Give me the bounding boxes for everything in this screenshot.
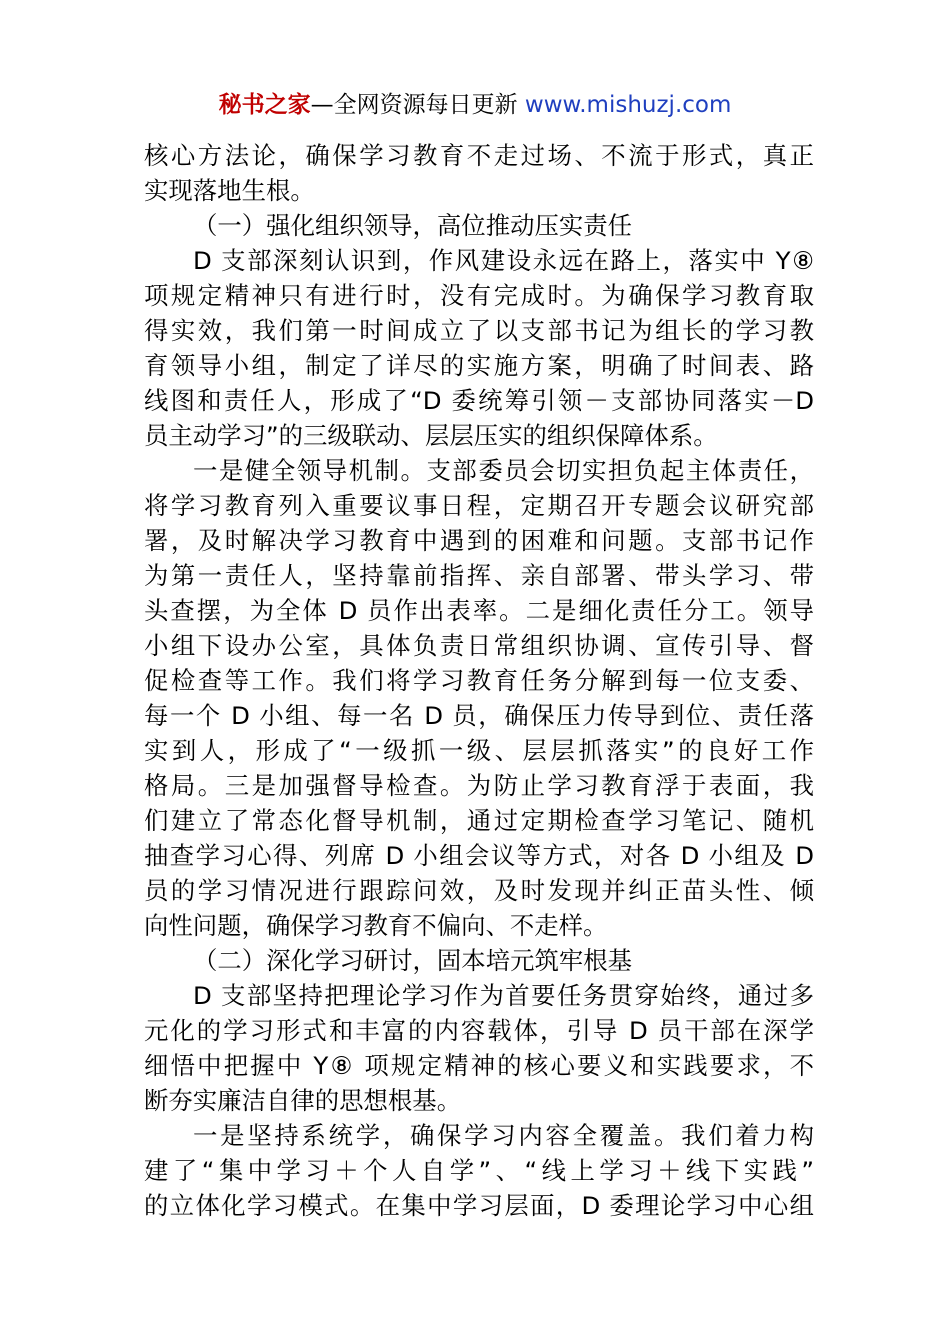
text-line: D 支部深刻认识到，作风建设永远在路上，落实中 Y⑧ [193, 246, 814, 275]
section-heading: （二）深化学习研讨，固本培元筑牢根基 [193, 946, 633, 975]
text-line: 元化的学习形式和丰富的内容载体，引导 D 员干部在深学 [144, 1016, 814, 1045]
section-heading: （一）强化组织领导，高位推动压实责任 [193, 211, 633, 240]
text-line: 断夯实廉洁自律的思想根基。 [144, 1086, 462, 1115]
text-line: 小组下设办公室，具体负责日常组织协调、宣传引导、督 [144, 631, 814, 660]
text-line: 格局。三是加强督导检查。为防止学习教育浮于表面，我 [144, 771, 814, 800]
text-line: 一是坚持系统学，确保学习内容全覆盖。我们着力构 [193, 1121, 814, 1150]
text-line: 员的学习情况进行跟踪问效，及时发现并纠正苗头性、倾 [144, 876, 814, 905]
text-line: 抽查学习心得、列席 D 小组会议等方式，对各 D 小组及 D [144, 841, 814, 870]
text-line: 员主动学习”的三级联动、层层压实的组织保障体系。 [144, 421, 718, 450]
page-header [0, 88, 950, 122]
text-line: 向性问题，确保学习教育不偏向、不走样。 [144, 911, 608, 940]
text-line: 项规定精神只有进行时，没有完成时。为确保学习教育取 [144, 281, 814, 310]
text-line: 每一个 D 小组、每一名 D 员，确保压力传导到位、责任落 [144, 701, 814, 730]
text-line: 们建立了常态化督导机制，通过定期检查学习笔记、随机 [144, 806, 814, 835]
text-line: 细悟中把握中 Y⑧ 项规定精神的核心要义和实践要求，不 [144, 1051, 814, 1080]
text-line: 一是健全领导机制。支部委员会切实担负起主体责任， [193, 456, 814, 485]
text-line: 头查摆，为全体 D 员作出表率。二是细化责任分工。领导 [144, 596, 814, 625]
text-line: 促检查等工作。我们将学习教育任务分解到每一位支委、 [144, 666, 814, 695]
site-brand: 秘书之家 [218, 92, 311, 118]
text-line: 线图和责任人，形成了“D 委统筹引领－支部协同落实－D [144, 386, 814, 415]
text-line: 核心方法论，确保学习教育不走过场、不流于形式，真正 [144, 141, 814, 170]
text-line: 得实效，我们第一时间成立了以支部书记为组长的学习教 [144, 316, 814, 345]
site-url-link[interactable]: www.mishuzj.com [524, 92, 732, 118]
text-line: 为第一责任人，坚持靠前指挥、亲自部署、带头学习、带 [144, 561, 814, 590]
document-body [144, 138, 814, 1223]
text-line: 署，及时解决学习教育中遇到的困难和问题。支部书记作 [144, 526, 814, 555]
text-line: 实现落地生根。 [144, 176, 315, 205]
text-line: 育领导小组，制定了详尽的实施方案，明确了时间表、路 [144, 351, 814, 380]
site-slogan: —全网资源每日更新 [310, 92, 525, 118]
text-line: 将学习教育列入重要议事日程，定期召开专题会议研究部 [144, 491, 814, 520]
text-line: 的立体化学习模式。在集中学习层面，D 委理论学习中心组 [144, 1191, 814, 1220]
text-line: 实到人，形成了“一级抓一级、层层抓落实”的良好工作 [144, 736, 814, 765]
text-line: D 支部坚持把理论学习作为首要任务贯穿始终，通过多 [193, 981, 814, 1010]
text-line: 建了“集中学习＋个人自学”、“线上学习＋线下实践” [144, 1156, 814, 1185]
